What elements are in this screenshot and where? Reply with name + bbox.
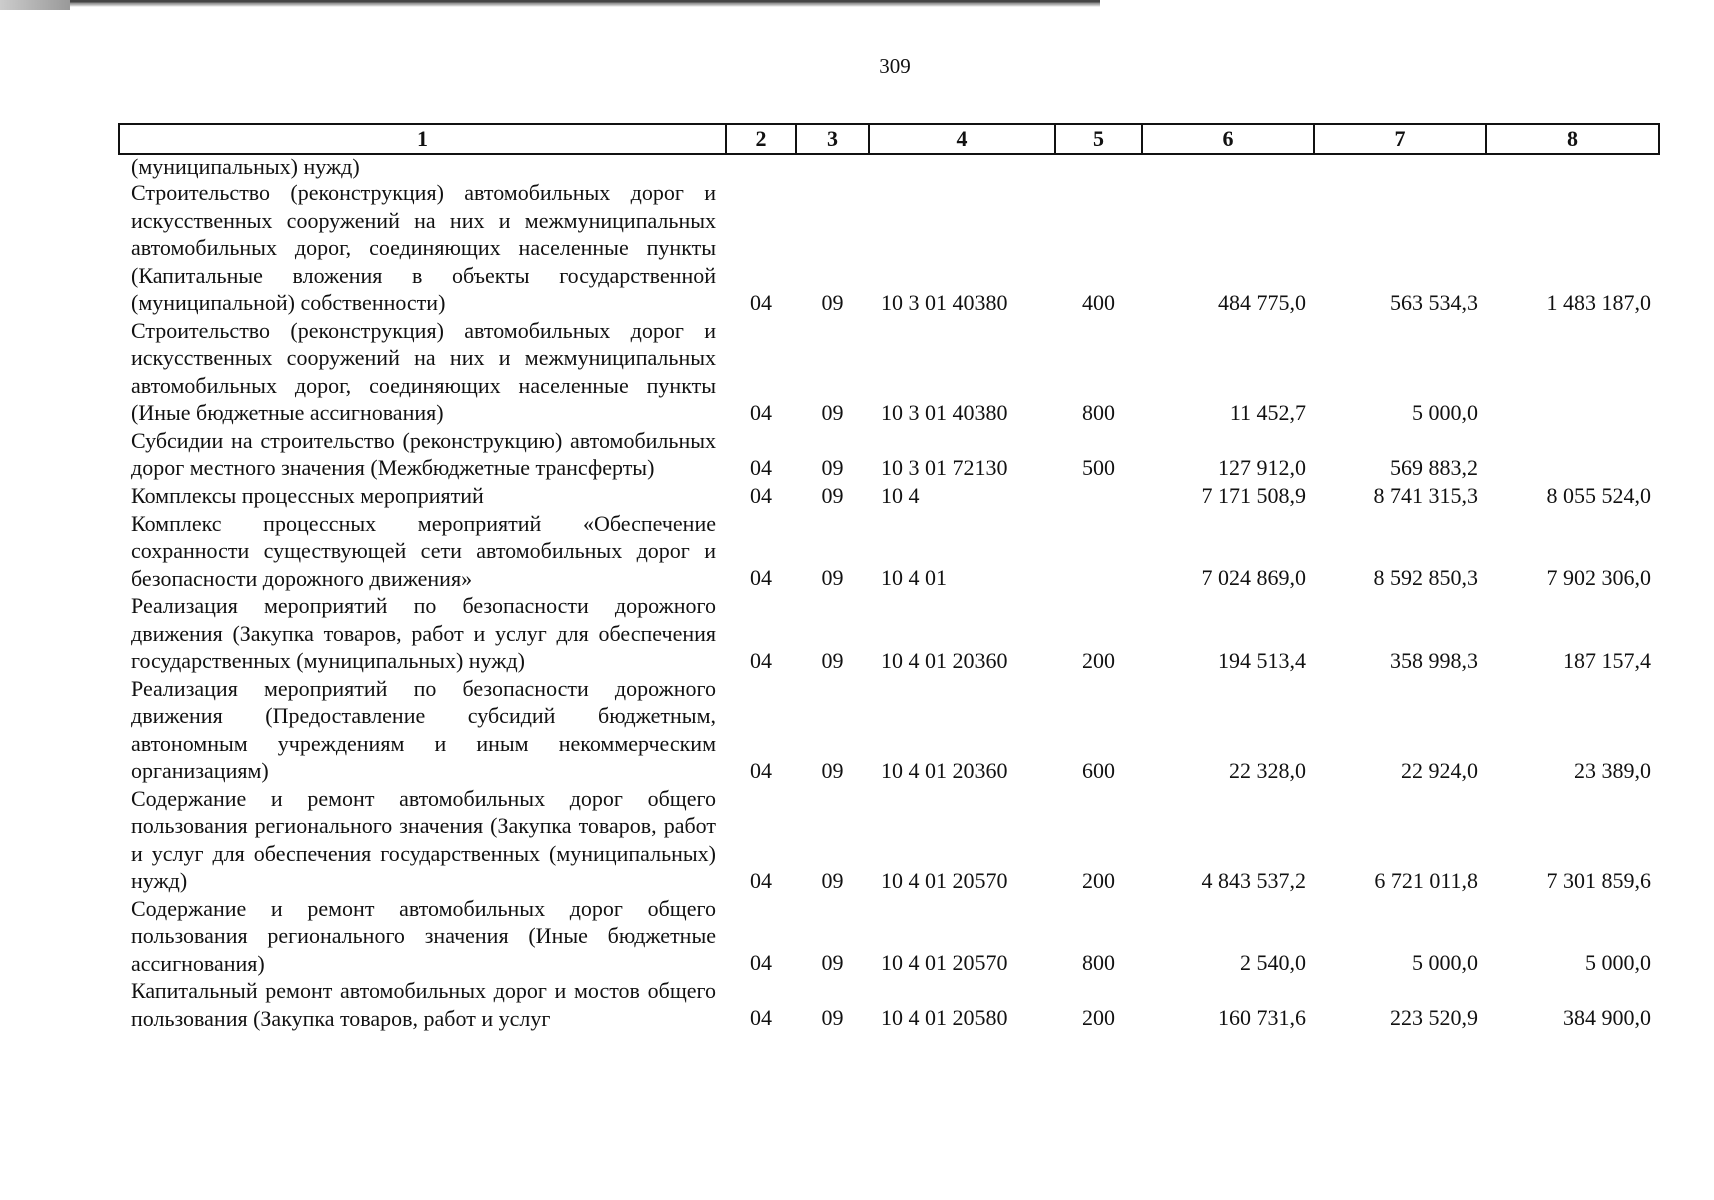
page-number: 309	[879, 54, 911, 78]
row-expense-type: 200	[1082, 867, 1115, 893]
row-target-code: 10 3 01 40380	[881, 399, 1008, 425]
table-row	[119, 510, 1659, 593]
row-amount-6: 194 513,4	[1218, 647, 1306, 673]
table-row	[119, 317, 1659, 427]
row-name: Капитальный ремонт автомобильных дорог и мостов общего пользования (Закупка товаров, работ и услуг	[131, 978, 716, 1031]
row-section: 04	[750, 565, 772, 590]
header-cell-6: 6	[1142, 124, 1314, 154]
row-name: Строительство (реконструкция) автомобильных дорог и искусственных сооружений на них и межмуниципальных автомобильных дорог, соединяющих населенные пункты (Капитальные вложения в объекты государственной (муниципальной) собственности)	[131, 180, 716, 315]
row-amount-8: 7 902 306,0	[1546, 565, 1651, 590]
row-subsection: 09	[821, 867, 844, 893]
row-section	[726, 154, 796, 179]
row-subsection: 09	[821, 565, 844, 590]
row-subsection: 09	[821, 454, 844, 480]
row-amount-7: 8 741 315,3	[1373, 482, 1478, 508]
header-cell-7: 7	[1314, 124, 1486, 154]
row-amount-7: 8 592 850,3	[1373, 565, 1478, 590]
row-subsection: 09	[821, 647, 844, 673]
row-name: Строительство (реконструкция) автомобильных дорог и искусственных сооружений на них и межмуниципальных автомобильных дорог, соединяющих населенные пункты (Иные бюджетные ассигнования)	[131, 317, 716, 425]
row-amount-7: 569 883,2	[1390, 454, 1478, 480]
row-target-code: 10 4 01	[881, 565, 947, 590]
row-target-code: 10 4 01 20360	[881, 647, 1008, 673]
scan-edge-artifact	[0, 0, 1100, 7]
header-cell-2: 2	[726, 124, 796, 154]
row-expense-type: 500	[1082, 454, 1115, 480]
row-target-code: 10 3 01 40380	[881, 289, 1008, 315]
table-row	[119, 785, 1659, 895]
row-section: 04	[750, 1005, 772, 1030]
header-cell-8: 8	[1486, 124, 1659, 154]
row-expense-type: 800	[1082, 399, 1115, 425]
row-section: 04	[750, 482, 772, 508]
row-target-code: 10 3 01 72130	[881, 454, 1008, 480]
row-section: 04	[750, 867, 772, 893]
scan-corner-artifact	[0, 0, 70, 10]
row-amount-7	[1314, 154, 1486, 179]
row-expense-type: 200	[1082, 1005, 1115, 1030]
row-expense-type	[1055, 154, 1142, 179]
row-amount-8: 23 389,0	[1574, 757, 1651, 783]
row-name: Реализация мероприятий по безопасности дорожного движения (Закупка товаров, работ и услуг для обеспечения государственных (муниципальных) нужд)	[131, 593, 716, 673]
row-expense-type	[1055, 482, 1142, 510]
row-amount-6: 22 328,0	[1229, 757, 1306, 783]
row-amount-6: 7 171 508,9	[1201, 482, 1306, 508]
table-row	[119, 675, 1659, 785]
row-amount-6: 160 731,6	[1218, 1005, 1306, 1030]
row-subsection: 09	[821, 757, 844, 783]
row-amount-8	[1486, 317, 1659, 427]
row-expense-type: 600	[1082, 757, 1115, 783]
row-target-code: 10 4	[881, 482, 920, 508]
row-subsection: 09	[821, 399, 844, 425]
row-amount-8: 5 000,0	[1585, 950, 1651, 975]
row-target-code: 10 4 01 20360	[881, 757, 1008, 783]
row-amount-6	[1142, 154, 1314, 179]
table-row	[119, 895, 1659, 978]
table-row	[119, 977, 1659, 1032]
row-amount-7: 223 520,9	[1390, 1005, 1478, 1030]
row-section: 04	[750, 399, 772, 425]
row-amount-6: 2 540,0	[1240, 950, 1306, 975]
row-expense-type: 800	[1082, 950, 1115, 975]
row-amount-8: 1 483 187,0	[1546, 289, 1651, 315]
row-name: Содержание и ремонт автомобильных дорог общего пользования регионального значения (Иные бюджетные ассигнования)	[131, 895, 716, 976]
row-amount-8	[1486, 427, 1659, 482]
row-target-code	[869, 154, 1055, 179]
row-amount-6: 11 452,7	[1229, 399, 1306, 425]
row-name: Субсидии на строительство (реконструкцию) автомобильных дорог местного значения (Межбюджетные трансферты)	[131, 427, 716, 480]
header-row	[119, 124, 1659, 154]
row-subsection: 09	[821, 482, 844, 508]
row-name: (муниципальных) нужд)	[131, 154, 360, 179]
row-amount-8	[1486, 154, 1659, 179]
row-amount-6: 127 912,0	[1218, 454, 1306, 480]
row-expense-type: 400	[1082, 289, 1115, 315]
row-amount-7: 22 924,0	[1401, 757, 1478, 783]
row-target-code: 10 4 01 20570	[881, 950, 1008, 975]
row-amount-7: 6 721 011,8	[1374, 867, 1478, 893]
table-row	[119, 427, 1659, 482]
row-amount-6: 4 843 537,2	[1201, 867, 1306, 893]
header-cell-3: 3	[796, 124, 869, 154]
header-cell-1: 1	[119, 124, 726, 154]
row-section: 04	[750, 289, 772, 315]
row-amount-7: 5 000,0	[1412, 950, 1478, 975]
header-cell-5: 5	[1055, 124, 1142, 154]
row-section: 04	[750, 454, 772, 480]
row-amount-7: 358 998,3	[1390, 647, 1478, 673]
row-subsection: 09	[821, 289, 844, 315]
row-amount-8: 8 055 524,0	[1546, 482, 1651, 508]
table-row	[119, 154, 1659, 179]
row-subsection	[796, 154, 869, 179]
row-amount-8: 384 900,0	[1563, 1005, 1651, 1030]
row-name: Реализация мероприятий по безопасности дорожного движения (Предоставление субсидий бюджетным, автономным учреждениям и иным некоммерческим организациям)	[131, 675, 716, 783]
row-amount-8: 7 301 859,6	[1546, 867, 1651, 893]
row-name: Содержание и ремонт автомобильных дорог общего пользования регионального значения (Закупка товаров, работ и услуг для обеспечения государственных (муниципальных) нужд)	[131, 785, 716, 893]
row-section: 04	[750, 647, 772, 673]
table-row	[119, 179, 1659, 317]
row-amount-8: 187 157,4	[1563, 647, 1651, 673]
row-subsection: 09	[821, 950, 844, 975]
row-amount-7: 563 534,3	[1390, 289, 1478, 315]
table-row	[119, 482, 1659, 510]
row-amount-6: 7 024 869,0	[1201, 565, 1306, 590]
budget-table	[118, 123, 1660, 1032]
row-section: 04	[750, 757, 772, 783]
row-name: Комплекс процессных мероприятий «Обеспечение сохранности существующей сети автомобильных дорог и безопасности дорожного движения»	[131, 510, 716, 591]
row-target-code: 10 4 01 20580	[881, 1005, 1008, 1030]
row-amount-7: 5 000,0	[1412, 399, 1478, 425]
row-amount-6: 484 775,0	[1218, 289, 1306, 315]
row-name: Комплексы процессных мероприятий	[131, 483, 484, 508]
header-cell-4: 4	[869, 124, 1055, 154]
row-expense-type: 200	[1082, 647, 1115, 673]
row-expense-type	[1055, 510, 1142, 593]
row-target-code: 10 4 01 20570	[881, 867, 1008, 893]
table-row	[119, 592, 1659, 675]
row-subsection: 09	[821, 1005, 844, 1030]
row-section: 04	[750, 950, 772, 975]
